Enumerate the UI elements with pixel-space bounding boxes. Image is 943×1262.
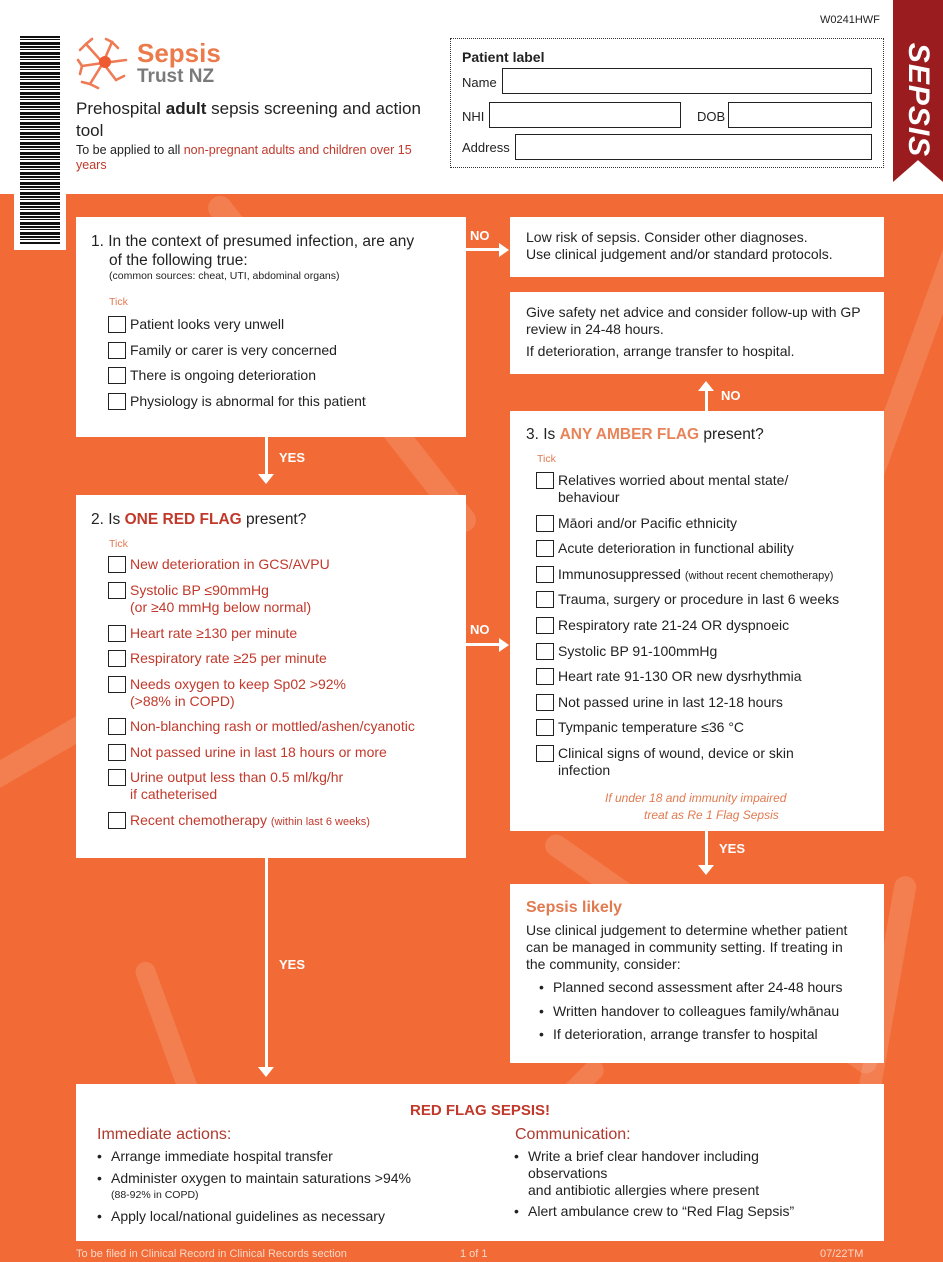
checkbox[interactable]: [108, 676, 126, 693]
ribbon-text: SEPSIS: [902, 42, 936, 158]
item-label: Systolic BP 91-100mmHg: [558, 643, 718, 659]
item-label: Physiology is abnormal for this patient: [130, 393, 366, 409]
red-flag-item[interactable]: [108, 769, 343, 803]
safety-net-deterioration: If deterioration, arrange transfer to hospital.: [526, 343, 795, 359]
amber-flag-emphasis: ANY AMBER FLAG: [559, 426, 700, 443]
checkbox[interactable]: [536, 719, 554, 736]
q1-item[interactable]: [108, 367, 316, 384]
immediate-actions-title: Immediate actions:: [97, 1126, 232, 1143]
sepsis-trust-logo-icon: [76, 36, 130, 90]
low-risk-line: Low risk of sepsis. Consider other diagnoses.: [526, 229, 808, 245]
red-flag-item[interactable]: [108, 582, 311, 616]
title-part: sepsis screening and action tool: [76, 99, 421, 140]
low-risk-line: Use clinical judgement and/or standard protocols.: [526, 246, 833, 262]
red-flag-item[interactable]: [108, 676, 346, 710]
red-flag-item[interactable]: [108, 812, 370, 831]
name-field[interactable]: [502, 68, 872, 94]
item-label: [130, 676, 346, 710]
q1-item[interactable]: [108, 393, 366, 410]
arrow-right-icon: [499, 638, 509, 652]
amber-flag-item[interactable]: [536, 668, 802, 685]
brand-subname: Trust NZ: [137, 66, 215, 87]
checkbox[interactable]: [536, 745, 554, 762]
item-label: Patient looks very unwell: [130, 316, 285, 332]
sepsis-likely-body: Use clinical judgement to determine whether patient can be managed in community setting. If treating in the community, consider:: [526, 922, 848, 972]
tick-label: Tick: [109, 538, 128, 550]
nhi-field[interactable]: [489, 102, 681, 128]
arrow-down-icon: [258, 474, 274, 484]
item-line: (or ≥40 mmHg below normal): [130, 599, 312, 615]
item-label: There is ongoing deterioration: [130, 367, 317, 383]
item-note: (without recent chemotherapy): [684, 570, 834, 582]
amber-flag-item[interactable]: [536, 617, 789, 634]
title-emphasis: adult: [165, 99, 207, 118]
form-header: [0, 0, 943, 194]
item-line: if catheterised: [130, 786, 218, 802]
dob-label: DOB: [697, 109, 726, 124]
communication-title: Communication:: [515, 1126, 631, 1143]
barcode: [20, 36, 60, 244]
amber-flag-item[interactable]: [536, 694, 783, 711]
item-line: Urine output less than 0.5 ml/kg/hr: [130, 769, 344, 785]
question-1-note: (common sources: cheat, UTI, abdominal organs): [109, 270, 340, 282]
arrow-line: [265, 858, 268, 1068]
item-label: [130, 769, 343, 803]
safety-net-advice: Give safety net advice and consider follow-up with GP review in 24-48 hours.: [526, 304, 861, 337]
amber-flag-item[interactable]: [536, 643, 717, 660]
footer-filing-note: To be filed in Clinical Record in Clinical Records section: [76, 1248, 347, 1260]
checkbox[interactable]: [536, 694, 554, 711]
sepsis-likely-bullet: • Written handover to colleagues family/whānau: [553, 1003, 839, 1020]
arrow-line: [705, 831, 708, 866]
amber-flag-item[interactable]: [536, 472, 788, 506]
checkbox[interactable]: [108, 582, 126, 599]
item-label: Heart rate ≥130 per minute: [130, 625, 298, 641]
ribbon-label: [893, 30, 943, 170]
sepsis-likely-bullet: • Planned second assessment after 24-48 hours: [553, 979, 843, 996]
item-label: Trauma, surgery or procedure in last 6 weeks: [558, 591, 840, 607]
subtitle-highlight: non-pregnant adults and children over 15 years: [76, 143, 412, 172]
low-risk-box: [510, 217, 884, 277]
arrow-line: [466, 643, 500, 646]
sepsis-likely-bullet: • If deterioration, arrange transfer to hospital: [553, 1026, 818, 1043]
arrow-line: [466, 248, 500, 251]
item-line: behaviour: [558, 489, 620, 505]
dob-field[interactable]: [728, 102, 872, 128]
checkbox[interactable]: [536, 472, 554, 489]
item-label: [558, 745, 794, 779]
red-flag-emphasis: ONE RED FLAG: [124, 511, 242, 528]
action-bullet: • Administer oxygen to maintain saturations >94%: [111, 1170, 411, 1187]
action-bullet: • Arrange immediate hospital transfer: [111, 1148, 333, 1165]
checkbox[interactable]: [536, 540, 554, 557]
checkbox[interactable]: [108, 650, 126, 667]
checkbox[interactable]: [108, 812, 126, 829]
q1-item[interactable]: [108, 342, 337, 359]
red-flag-title: RED FLAG SEPSIS!: [409, 1102, 551, 1119]
item-label: Not passed urine in last 12-18 hours: [558, 694, 783, 710]
arrow-line: [265, 437, 268, 475]
tick-label: Tick: [109, 296, 128, 308]
checkbox[interactable]: [108, 342, 126, 359]
form-code: W0241HWF: [820, 14, 880, 26]
item-note: (within last 6 weeks): [270, 816, 370, 828]
red-flag-sepsis-box: [76, 1084, 884, 1241]
red-flag-item[interactable]: [108, 625, 297, 642]
address-label: Address: [462, 140, 510, 155]
no-label: NO: [470, 228, 490, 243]
item-label: Respiratory rate ≥25 per minute: [130, 650, 327, 666]
question-1-box: [76, 217, 466, 437]
checkbox[interactable]: [536, 643, 554, 660]
item-line: Needs oxygen to keep Sp02 >92%: [130, 676, 346, 692]
item-line: infection: [558, 762, 611, 778]
item-label: Māori and/or Pacific ethnicity: [558, 515, 737, 531]
red-flag-item[interactable]: [108, 650, 327, 667]
item-label: New deterioration in GCS/AVPU: [130, 556, 330, 572]
item-label: Non-blanching rash or mottled/ashen/cyanotic: [130, 718, 415, 734]
checkbox[interactable]: [536, 566, 554, 583]
patient-label-box: [450, 38, 884, 168]
checkbox[interactable]: [108, 316, 126, 333]
safety-net-box: [510, 292, 884, 374]
checkbox[interactable]: [108, 769, 126, 786]
item-label: [558, 566, 833, 585]
subtitle-part: To be applied to all: [76, 143, 184, 157]
sepsis-likely-title: Sepsis likely: [526, 899, 623, 916]
checkbox[interactable]: [536, 668, 554, 685]
question-2-box: [76, 495, 466, 858]
amber-flag-item[interactable]: [536, 719, 744, 736]
checkbox[interactable]: [108, 556, 126, 573]
item-line: Relatives worried about mental state/: [558, 472, 789, 488]
item-label: Not passed urine in last 18 hours or more: [130, 744, 387, 760]
item-label: [130, 812, 370, 831]
checkbox[interactable]: [108, 367, 126, 384]
action-note: (88-92% in COPD): [111, 1189, 199, 1201]
arrow-right-icon: [499, 243, 509, 257]
title-part: present?: [699, 426, 764, 443]
red-flag-item[interactable]: [108, 718, 415, 735]
sepsis-likely-box: [510, 884, 884, 1063]
title-part: Prehospital: [76, 99, 166, 118]
item-label: [558, 472, 788, 506]
checkbox[interactable]: [536, 591, 554, 608]
tick-label: Tick: [537, 453, 556, 465]
document-title: [76, 98, 436, 142]
checkbox[interactable]: [536, 617, 554, 634]
communication-bullet: • Alert ambulance crew to “Red Flag Sepsis”: [528, 1203, 794, 1220]
item-label: Tympanic temperature ≤36 °C: [558, 719, 745, 735]
title-part: present?: [241, 511, 307, 528]
brand-name: Sepsis: [137, 38, 221, 68]
document-subtitle: [76, 143, 436, 173]
address-field[interactable]: [515, 134, 872, 160]
title-part: 2. Is: [91, 511, 125, 528]
patient-label-title: Patient label: [462, 49, 545, 65]
action-bullet: • Apply local/national guidelines as necessary: [111, 1208, 385, 1225]
yes-label: YES: [279, 957, 306, 972]
item-label: Family or carer is very concerned: [130, 342, 337, 358]
item-label: Respiratory rate 21-24 OR dyspnoeic: [558, 617, 790, 633]
title-part: 3. Is: [526, 426, 560, 443]
checkbox[interactable]: [536, 515, 554, 532]
question-3-box: [510, 411, 884, 831]
checkbox[interactable]: [108, 393, 126, 410]
item-line: (>88% in COPD): [130, 693, 235, 709]
no-label: NO: [470, 622, 490, 637]
item-line: Clinical signs of wound, device or skin: [558, 745, 794, 761]
checkbox[interactable]: [108, 718, 126, 735]
question-2-title: [91, 510, 306, 529]
arrow-down-icon: [698, 865, 714, 875]
communication-continuation: and antibiotic allergies where present: [528, 1182, 760, 1198]
footer-page-number: 1 of 1: [460, 1248, 488, 1260]
question-3-title: [526, 425, 764, 444]
item-label: [130, 582, 311, 616]
amber-flag-item[interactable]: [536, 515, 737, 532]
item-line: Systolic BP ≤90mmHg: [130, 582, 269, 598]
red-flag-item[interactable]: [108, 744, 387, 761]
amber-flag-item[interactable]: [536, 540, 794, 557]
item-label: Acute deterioration in functional ability: [558, 540, 794, 556]
red-flag-item[interactable]: [108, 556, 330, 573]
checkbox[interactable]: [108, 625, 126, 642]
amber-flag-item[interactable]: [536, 591, 839, 608]
item-line: Immunosuppressed: [558, 566, 681, 582]
arrow-line: [705, 390, 708, 411]
amber-flag-item[interactable]: [536, 566, 833, 585]
nhi-label: NHI: [462, 109, 485, 124]
no-label: NO: [721, 388, 741, 403]
arrow-down-icon: [258, 1067, 274, 1077]
amber-note-line: treat as Re 1 Flag Sepsis: [644, 808, 779, 822]
item-line: Recent chemotherapy: [130, 812, 267, 828]
item-label: Heart rate 91-130 OR new dysrhythmia: [558, 668, 802, 684]
checkbox[interactable]: [108, 744, 126, 761]
yes-label: YES: [279, 450, 306, 465]
question-1-title: 1. In the context of presumed infection, are any of the following true:: [91, 233, 415, 269]
amber-flag-item[interactable]: [536, 745, 794, 779]
name-label: Name: [462, 75, 497, 90]
communication-bullet: • Write a brief clear handover including observations: [528, 1148, 818, 1182]
yes-label: YES: [719, 841, 746, 856]
footer-version: 07/22TM: [820, 1248, 864, 1260]
q1-item[interactable]: [108, 316, 284, 333]
amber-note-line: If under 18 and immunity impaired: [605, 791, 787, 805]
